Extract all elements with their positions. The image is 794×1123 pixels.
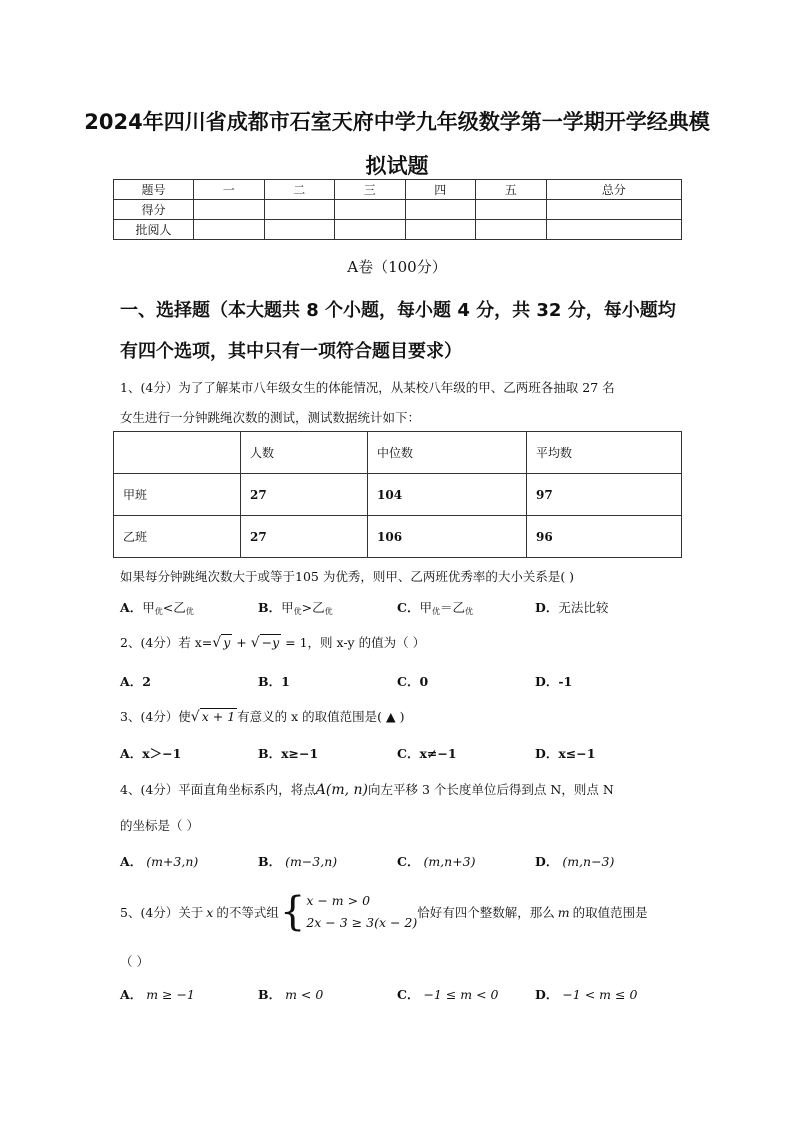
option-text: 甲 xyxy=(281,600,294,615)
q1-option-b xyxy=(258,598,333,617)
option-letter: A． xyxy=(120,854,143,869)
q1-option-c xyxy=(397,598,473,617)
q1-table-header-cell: 人数 xyxy=(241,432,368,474)
score-cell xyxy=(264,220,335,240)
option-text: >乙 xyxy=(301,600,325,615)
q1-data-table xyxy=(113,431,682,558)
q1-option-a xyxy=(120,598,194,617)
q4-option-c xyxy=(397,852,476,870)
q4-prefix: 4、(4分）平面直角坐标系内，将点 xyxy=(120,782,316,797)
section1-heading-line1: 一、选择题（本大题共 8 个小题，每小题 4 分，共 32 分，每小题均 xyxy=(120,300,676,321)
q2-plus: + xyxy=(232,635,251,650)
q4-stem-line2: 的坐标是（ ） xyxy=(120,818,199,833)
score-table-header-row xyxy=(114,180,682,200)
q1-stem-line1: 1、(4分）为了了解某市八年级女生的体能情况，从某校八年级的甲、乙两班各抽取 27 名 xyxy=(120,380,615,395)
option-letter: B． xyxy=(258,987,282,1002)
score-cell xyxy=(476,220,547,240)
q5-suffix1: 恰好有四个整数解，那么 xyxy=(417,905,555,920)
score-cell xyxy=(335,220,406,240)
page-title-line2: 拟试题 xyxy=(365,154,429,178)
q3-option-a: A．x＞−1 xyxy=(120,746,182,761)
q5-suffix2: 的取值范围是 xyxy=(572,905,648,920)
q5-variable: x xyxy=(206,904,214,920)
option-expr: m ≥ −1 xyxy=(146,987,195,1002)
option-text: 甲 xyxy=(419,600,432,615)
option-expr: −1 ≤ m < 0 xyxy=(423,987,499,1002)
q5-inequality-system xyxy=(306,890,417,934)
score-cell xyxy=(546,200,682,220)
q5-mid: 的不等式组 xyxy=(216,905,279,920)
option-expr: (m,n−3) xyxy=(562,854,615,869)
q2-suffix: ，则 x-y 的值为（ ） xyxy=(307,635,426,650)
score-cell xyxy=(194,200,265,220)
option-subscript: 优 xyxy=(154,607,163,616)
score-cell xyxy=(546,220,682,240)
q2-option-a: A．2 xyxy=(120,674,151,689)
option-text: ＝乙 xyxy=(439,600,465,615)
option-text: 无法比较 xyxy=(558,600,609,615)
q2-prefix: 2、(4分）若 x= xyxy=(120,635,213,650)
q3-option-d: D．x≤−1 xyxy=(535,746,596,761)
option-subscript: 优 xyxy=(185,607,194,616)
score-cell xyxy=(476,200,547,220)
q1-table-cell: 乙班 xyxy=(114,516,241,558)
q3-option-c: C．x≠−1 xyxy=(397,746,457,761)
option-expr: −1 < m ≤ 0 xyxy=(562,987,638,1002)
option-letter: C． xyxy=(397,600,420,615)
score-cell xyxy=(264,200,335,220)
page-title-line1: 2024年四川省成都市石室天府中学九年级数学第一学期开学经典模 xyxy=(84,110,710,134)
q1-table-cell: 27 xyxy=(241,474,368,516)
q4-point: A(m, n) xyxy=(315,782,369,798)
score-header-cell: 三 xyxy=(335,180,406,200)
score-header-cell: 二 xyxy=(264,180,335,200)
score-header-cell: 一 xyxy=(194,180,265,200)
q2-option-c: C．0 xyxy=(397,674,429,689)
option-letter: B． xyxy=(258,600,282,615)
q1-table-header-cell: 平均数 xyxy=(527,432,682,474)
option-subscript: 优 xyxy=(464,607,473,616)
q5-option-a xyxy=(120,985,195,1003)
option-letter: A． xyxy=(120,987,143,1002)
radical-sign: √ xyxy=(190,709,200,725)
q2-option-b: B．1 xyxy=(258,674,290,689)
q5-inequality-2: 2x − 3 ≥ 3(x − 2) xyxy=(306,915,418,930)
q1-table-cell: 97 xyxy=(527,474,682,516)
reviewer-row xyxy=(114,220,682,240)
q4-stem-line1 xyxy=(120,780,614,798)
q5-inequality-1: x − m > 0 xyxy=(306,893,371,908)
q5-option-b xyxy=(258,985,323,1003)
score-cell xyxy=(405,200,476,220)
q1-table-cell: 甲班 xyxy=(114,474,241,516)
volume-heading: A卷（100分） xyxy=(347,258,447,276)
q2-radicand-2: −y xyxy=(261,635,280,650)
score-cell xyxy=(335,200,406,220)
option-expr: m < 0 xyxy=(285,987,324,1002)
q1-table-cell: 96 xyxy=(527,516,682,558)
option-text: 甲 xyxy=(142,600,155,615)
option-letter: B． xyxy=(258,854,282,869)
q1-table-cell: 104 xyxy=(368,474,527,516)
option-letter: A． xyxy=(120,600,143,615)
q3-radicand: x + 1 xyxy=(201,709,236,724)
q5-option-c xyxy=(397,985,499,1003)
radical-sign: √ xyxy=(250,635,260,651)
q1-table-cell: 27 xyxy=(241,516,368,558)
q1-stem-line3: 如果每分钟跳绳次数大于或等于105 为优秀，则甲、乙两班优秀率的大小关系是( ) xyxy=(120,569,575,584)
q1-table-header-cell: 中位数 xyxy=(368,432,527,474)
brace-icon: { xyxy=(279,889,306,935)
section1-heading-line2: 有四个选项，其中只有一项符合题目要求） xyxy=(120,341,462,362)
q1-table-header-row xyxy=(114,432,682,474)
score-table xyxy=(113,179,682,240)
q4-option-b xyxy=(258,852,337,870)
q4-option-d xyxy=(535,852,614,870)
q5-prefix: 5、(4分）关于 xyxy=(120,905,204,920)
q2-stem xyxy=(120,633,425,651)
q3-suffix: 有意义的 x 的取值范围是( ▲ ) xyxy=(237,709,405,724)
q1-stem-line2: 女生进行一分钟跳绳次数的测试，测试数据统计如下： xyxy=(120,410,421,425)
option-subscript: 优 xyxy=(324,607,333,616)
q1-table-cell: 106 xyxy=(368,516,527,558)
option-text: <乙 xyxy=(162,600,186,615)
score-cell xyxy=(194,220,265,240)
score-header-cell: 四 xyxy=(405,180,476,200)
option-letter: D． xyxy=(535,854,559,869)
option-subscript: 优 xyxy=(293,607,302,616)
option-letter: C． xyxy=(397,854,420,869)
q3-prefix: 3、(4分）使 xyxy=(120,709,191,724)
option-expr: (m−3,n) xyxy=(285,854,338,869)
q5-stem-line1 xyxy=(120,888,648,936)
radical-sign: √ xyxy=(212,635,222,651)
score-cell xyxy=(405,220,476,240)
q1-option-d xyxy=(535,598,608,616)
option-subscript: 优 xyxy=(431,607,440,616)
q4-option-a xyxy=(120,852,198,870)
q5-stem-line2: （ ） xyxy=(120,954,149,969)
q1-table-row xyxy=(114,474,682,516)
score-row-label: 得分 xyxy=(114,200,194,220)
q2-equals: = 1 xyxy=(281,635,308,650)
q1-table-row xyxy=(114,516,682,558)
q1-table-header-cell xyxy=(114,432,241,474)
reviewer-row-label: 批阅人 xyxy=(114,220,194,240)
option-letter: D． xyxy=(535,987,559,1002)
option-letter: D． xyxy=(535,600,559,615)
q2-option-d: D．-1 xyxy=(535,674,573,689)
score-header-cell: 总分 xyxy=(546,180,682,200)
option-letter: C． xyxy=(397,987,420,1002)
q5-variable-2: m xyxy=(557,904,570,920)
q3-option-b: B．x≥−1 xyxy=(258,746,319,761)
option-expr: (m+3,n) xyxy=(146,854,199,869)
q4-suffix: 向左平移 3 个长度单位后得到点 N，则点 N xyxy=(368,782,614,797)
q2-radicand-1: y xyxy=(223,635,231,650)
q5-option-d xyxy=(535,985,637,1003)
score-row xyxy=(114,200,682,220)
option-expr: (m,n+3) xyxy=(423,854,476,869)
q3-stem xyxy=(120,707,404,725)
score-header-cell: 五 xyxy=(476,180,547,200)
score-header-cell: 题号 xyxy=(114,180,194,200)
